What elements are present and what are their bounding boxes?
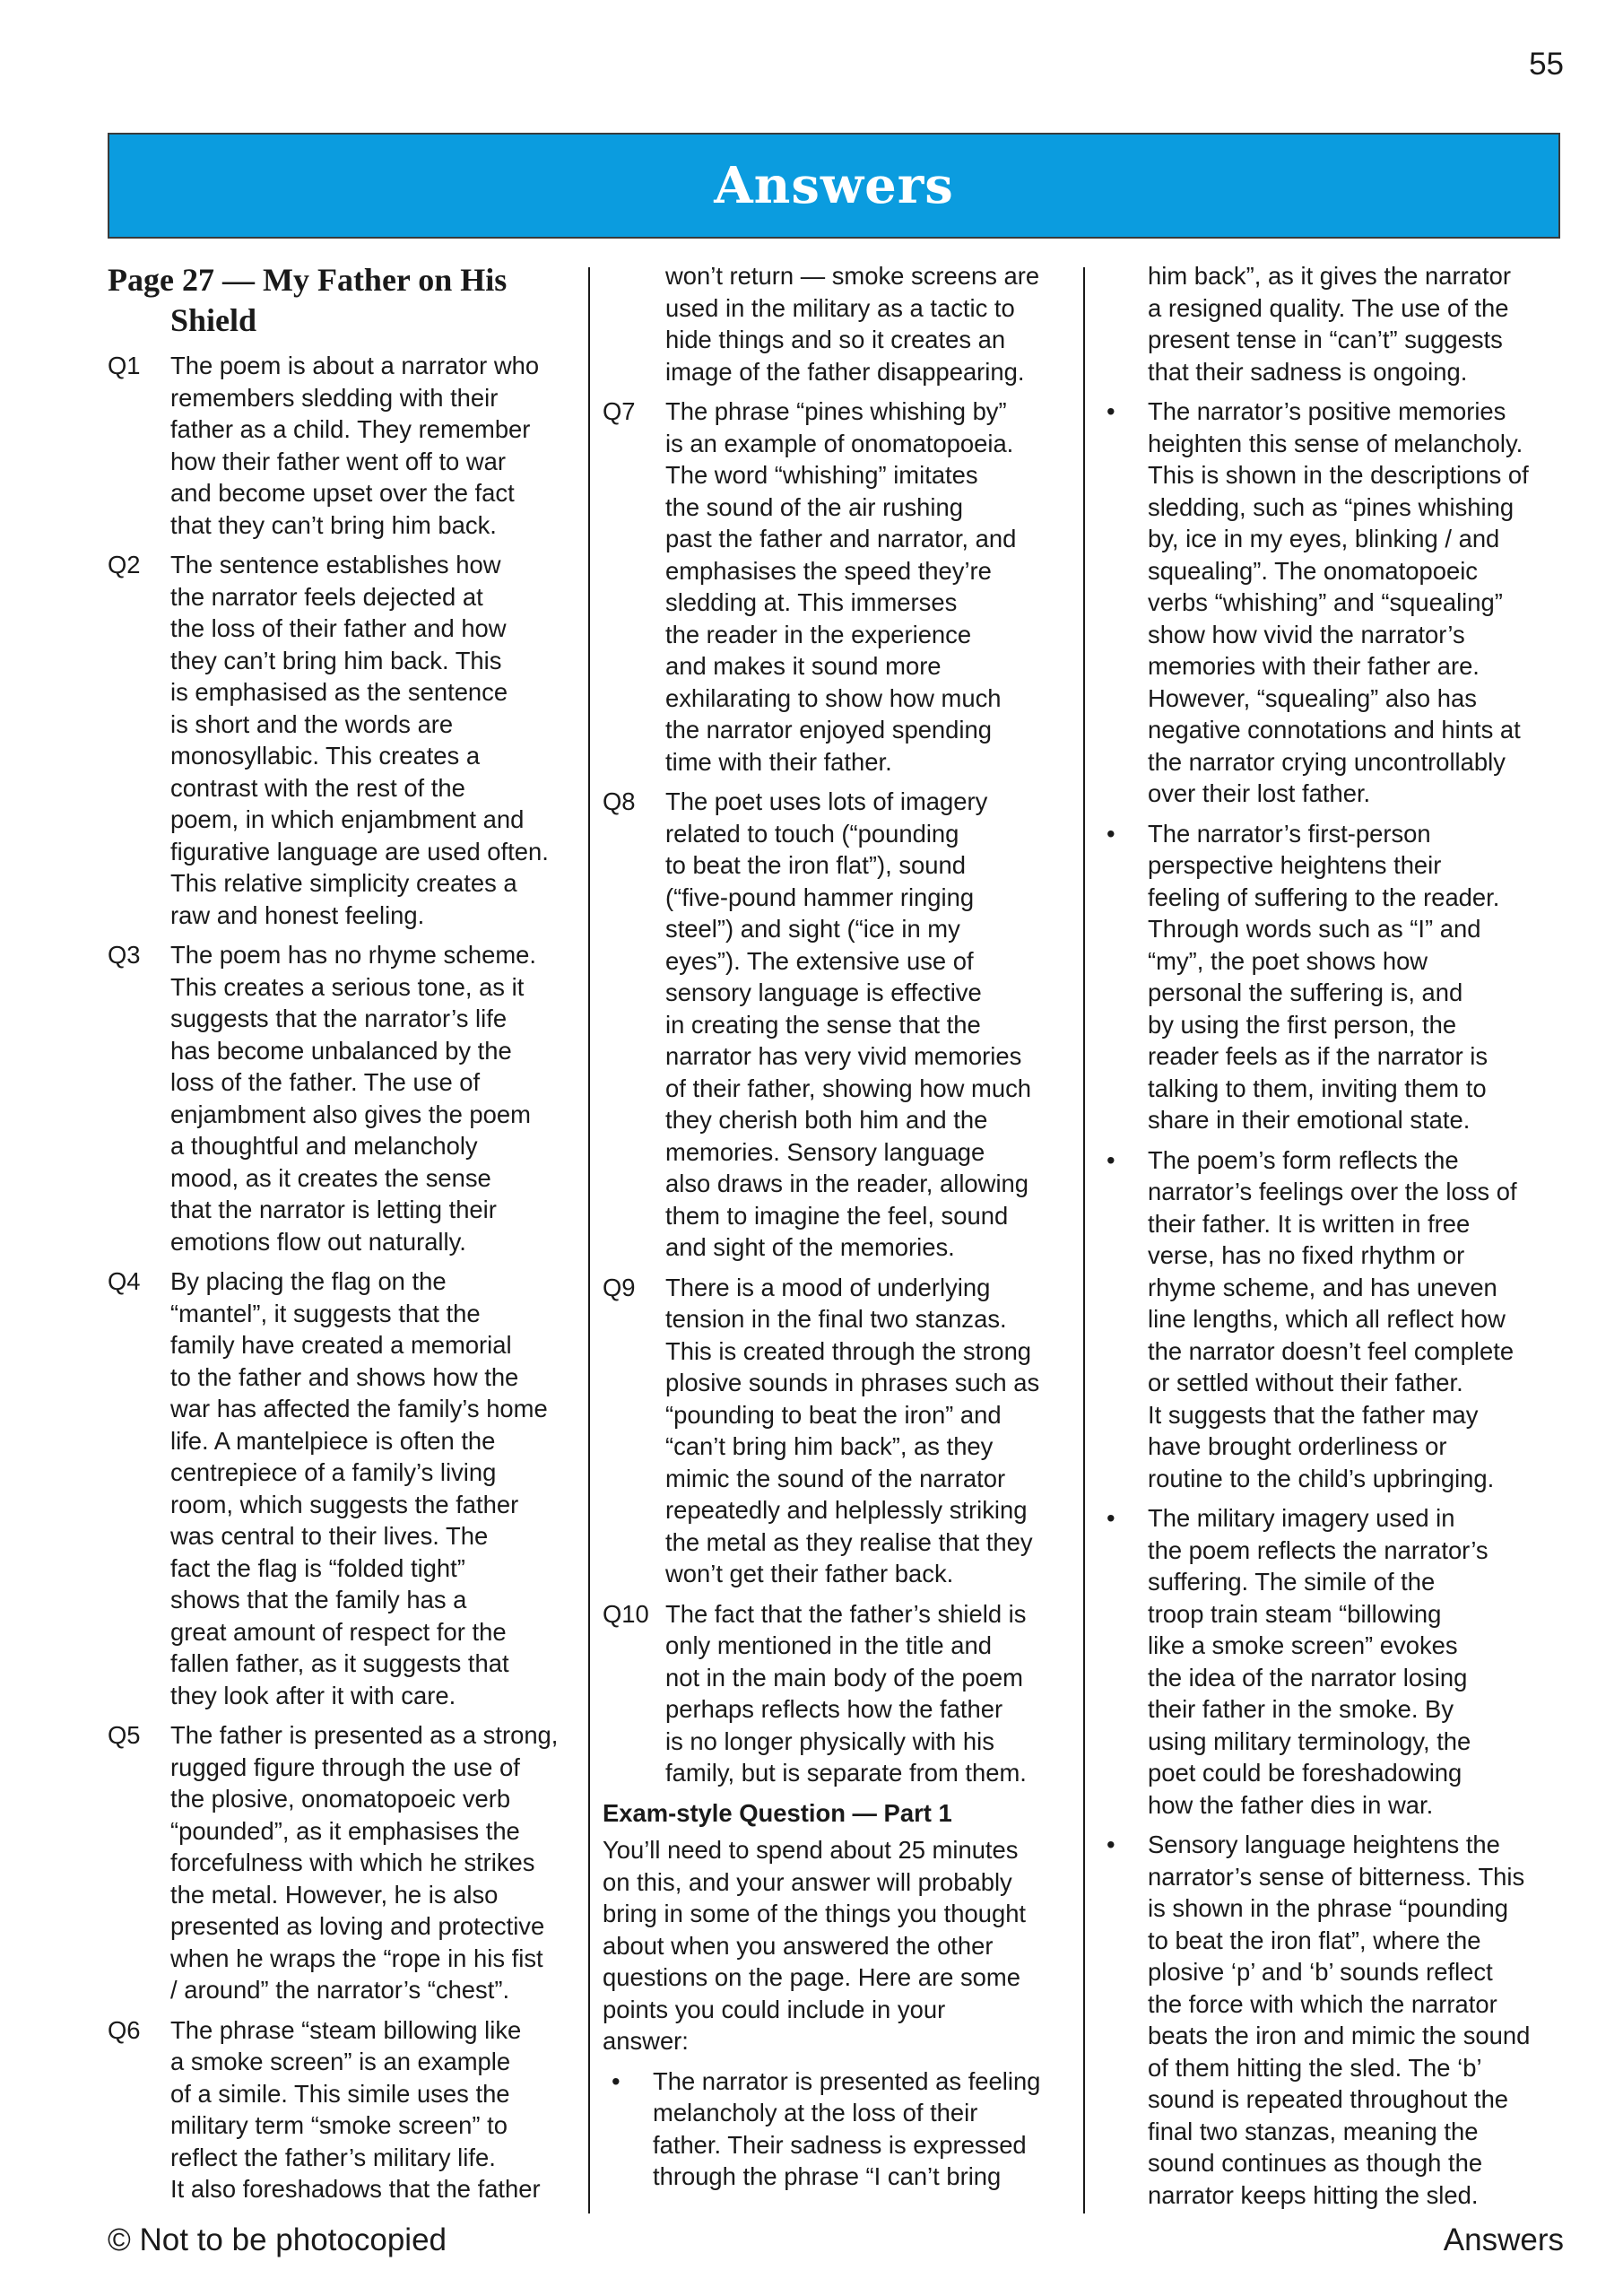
bullet-text: The narrator’s positive memories heighten this sense of melancholy. This is shown in the descriptions of sledding, such as “pines whishing by, ice in my eyes, blinking / and squealing”. The onomatopoeic verbs “whishing” and “squealing” show how vivid the narrator’s memories with their father are. However, “squealing” also has negative connotations and hints at the narrator crying uncontrollably over their lost father.: [1148, 397, 1529, 807]
bullet-text: Sensory language heightens the narrator’s sense of bitterness. This is shown in the phrase “pounding to beat the iron flat”, where the plosive ‘p’ and ‘b’ sounds reflect the force with which the narrator beats the iron and mimic the sound of them hitting the sled. The ‘b’ sound is repeated throughout the final two stanzas, meaning the sound continues as though the narrator keeps hitting the sled.: [1148, 1831, 1531, 2209]
bullet-marker: •: [1107, 1145, 1115, 1174]
bullet-marker: •: [1107, 397, 1115, 425]
bullet-text: The poem’s form reflects the narrator’s feelings over the loss of their father. It is written in free verse, has no fixed rhythm or rhyme scheme, and has uneven line lengths, which all reflect how the narrator doesn’t feel complete or settled without their father. It suggests that the father may have brought orderliness or routine to the child’s upbringing.: [1148, 1145, 1517, 1492]
copyright-notice: © Not to be photocopied: [108, 2222, 447, 2257]
answer-text: The poet uses lots of imagery related to touch (“pounding to beat the iron flat”), sound (“five-pound hammer ringing steel”) and sight (“ice in my eyes”). The extensive use of sensory language is effective in creating the sense that the narrator has very vivid memories of their father, showing how much they cherish both him and the memories. Sensory language also draws in the reader, allowing them to imagine the feel, sound and sight of the memories.: [665, 787, 1032, 1261]
continuation-text: won’t return — smoke screens are used in the military as a tactic to hide things and so it creates an image of the father disappearing.: [665, 262, 1040, 386]
bullet-item: [603, 2066, 1069, 2193]
answer-text: The poem is about a narrator who remembers sledding with their father as a child. They remember how their father went off to war and become upset over the fact that they can’t bring him back.: [170, 352, 540, 539]
column-1: [108, 260, 574, 2224]
column-2: [603, 260, 1069, 2224]
bullet-marker: •: [612, 2066, 621, 2095]
answer-item: [108, 2014, 574, 2205]
bullet-marker: •: [1107, 1504, 1115, 1532]
exam-question-heading: Exam-style Question — Part 1: [603, 1798, 952, 1827]
exam-intro-text: You’ll need to spend about 25 minutes on this, and your answer will probably bring in some of the things you thought about when you answered the other questions on the page. Here are some points you could include in your answer:: [603, 1836, 1027, 2055]
question-number: Q7: [603, 397, 636, 425]
question-number: Q10: [603, 1599, 649, 1628]
answer-item: [108, 350, 574, 541]
question-number: Q1: [108, 352, 141, 379]
bullet-item: [1098, 1829, 1566, 2211]
answer-item: [108, 1719, 574, 2006]
bullet-list: [1098, 396, 1566, 2211]
section-title: Page 27 — My Father on His Shield: [108, 262, 508, 338]
question-number: Q4: [108, 1267, 141, 1295]
continuation-text: him back”, as it gives the narrator a resigned quality. The use of the present tense in “can’t” suggests that their sadness is ongoing.: [1148, 262, 1511, 386]
answer-text: By placing the flag on the “mantel”, it suggests that the family have created a memorial to the father and shows how the war has affected the family’s home life. A mantelpiece is often the centrepiece of a family’s living room, which suggests the father was central to their lives. The fact the flag is “folded tight” shows that the family has a great amount of respect for the fallen father, as it suggests that they look after it with care.: [170, 1267, 548, 1709]
column-divider: [1083, 267, 1085, 2213]
answer-item: [603, 786, 1069, 1264]
bullet-text: The narrator’s first-person perspective heightens their feeling of suffering to the reader. Through words such as “I” and “my”, the poet shows how personal the suffering is, and by using the first person, the reader feels as if the narrator is talking to them, inviting them to share in their emotional state.: [1148, 819, 1500, 1134]
answer-text: The fact that the father’s shield is only mentioned in the title and not in the main body of the poem perhaps reflects how the father is no longer physically with his family, but is separate from them.: [665, 1599, 1027, 1787]
answer-text: The poem has no rhyme scheme. This creates a serious tone, as it suggests that the narrator’s life has become unbalanced by the loss of the father. The use of enjambment also gives the poem a thoughtful and melancholy mood, as it creates the sense that the narrator is letting their emotions flow out naturally.: [170, 941, 537, 1256]
answer-item: [603, 1272, 1069, 1590]
answer-text: The father is presented as a strong, rugged figure through the use of the plosive, onomatopoeic verb “pounded”, as it emphasises the forcefulness with which he strikes the metal. However, he is also presented as loving and protective when he wraps the “rope in his fist / around” the narrator’s “chest”.: [170, 1721, 559, 2004]
answer-text: The phrase “pines whishing by” is an example of onomatopoeia. The word “whishing” imitates the sound of the air rushing past the father and narrator, and emphasises the speed they’re sledding at. This immerses the reader in the experience and makes it sound more exhilarating to show how much the narrator enjoyed spending time with their father.: [665, 397, 1017, 776]
bullet-item: [1098, 818, 1566, 1136]
answer-item: [108, 939, 574, 1257]
column-divider: [588, 267, 590, 2213]
continuation-block: [1098, 260, 1566, 387]
bullet-item: [1098, 1502, 1566, 1821]
question-number: Q8: [603, 787, 636, 815]
answer-item: [603, 1598, 1069, 1789]
question-list: [603, 396, 1069, 1789]
question-number: Q3: [108, 941, 141, 969]
bullet-text: The military imagery used in the poem reflects the narrator’s suffering. The simile of the troop train steam “billowing like a smoke screen” evokes the idea of the narrator losing their father in the smoke. By using military terminology, the poet could be foreshadowing how the father dies in war.: [1148, 1504, 1488, 1819]
answer-item: [108, 1265, 574, 1711]
bullet-item: [1098, 396, 1566, 810]
answer-text: There is a mood of underlying tension in the final two stanzas. This is created through the strong plosive sounds in phrases such as “pounding to beat the iron” and “can’t bring him back”, as they mimic the sound of the narrator repeatedly and helplessly striking the metal as they realise that they won’t get their father back.: [665, 1273, 1040, 1587]
answer-item: [603, 396, 1069, 778]
bullet-text: The narrator is presented as feeling melancholy at the loss of their father. Their sadness is expressed through the phrase “I can’t bring: [653, 2066, 1041, 2190]
banner-title: Answers: [714, 156, 954, 215]
bullet-marker: •: [1107, 819, 1115, 848]
continuation-block: [603, 260, 1069, 387]
answer-item: [108, 549, 574, 931]
column-3: [1098, 260, 1566, 2224]
answer-text: The phrase “steam billowing like a smoke screen” is an example of a simile. This simile uses the military term “smoke screen” to reflect the father’s military life. It also foreshadows that the father: [170, 2015, 541, 2203]
question-number: Q2: [108, 551, 141, 578]
footer-section-name: Answers: [1443, 2222, 1564, 2257]
page-number: 55: [1529, 47, 1564, 82]
question-number: Q5: [108, 1721, 141, 1749]
question-number: Q6: [108, 2015, 141, 2044]
question-number: Q9: [603, 1273, 636, 1301]
answers-banner: [108, 133, 1560, 239]
answer-text: The sentence establishes how the narrator feels dejected at the loss of their father and how they can’t bring him back. This is emphasised as the sentence is short and the words are monosyllabic. This creates a contrast with the rest of the poem, in which enjambment and figurative language are used often. This relative simplicity creates a raw and honest feeling.: [170, 551, 549, 929]
question-list: [108, 350, 574, 2205]
bullet-marker: •: [1107, 1831, 1115, 1858]
bullet-item: [1098, 1144, 1566, 1495]
